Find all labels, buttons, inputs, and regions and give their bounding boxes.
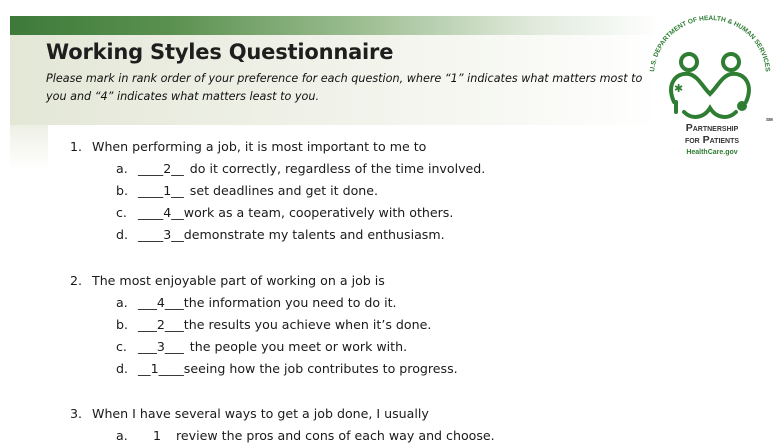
rank-blank: __1____ (138, 361, 184, 376)
partnership-for-patients-logo (646, 14, 774, 164)
header-banner-gradient (10, 16, 660, 35)
logo-arc-text: U.S. DEPARTMENT OF HEALTH & HUMAN SERVICES (649, 14, 771, 73)
question-1-option-c: c. ____4__work as a team, cooperatively with others. (116, 205, 454, 220)
question-2-option-a: a. ___4___the information you need to do it. (116, 295, 397, 310)
rank-blank: ____3__ (138, 227, 184, 242)
medical-star-icon: ✱ (674, 82, 684, 95)
question-1-option-a: a. ____2__ do it correctly, regardless of the time involved. (116, 161, 486, 176)
rank-blank: ___4___ (138, 295, 184, 310)
logo-trademark: SM (766, 117, 773, 122)
rank-blank: ____2__ (138, 161, 184, 176)
rank-blank: ___3___ (138, 339, 184, 354)
logo-url: HealthCare.gov (686, 149, 738, 156)
logo-line-1: Partnership (685, 122, 739, 134)
question-3-option-a: a. 1 review the pros and cons of each way and choose. (116, 428, 495, 443)
rank-blank: ____1__ (138, 183, 184, 198)
question-1-option-d: d. ____3__demonstrate my talents and enthusiasm. (116, 227, 445, 242)
question-2-option-d: d. __1____seeing how the job contributes to progress. (116, 361, 458, 376)
rank-blank: ___2___ (138, 317, 184, 332)
rank-blank: 1 (152, 428, 161, 443)
question-1-option-b: b. ____1__ set deadlines and get it done. (116, 183, 379, 198)
page-title: Working Styles Questionnaire (46, 40, 394, 64)
question-2-option-b: b. ___2___the results you achieve when it’s done. (116, 317, 432, 332)
left-accent-strip (10, 125, 48, 170)
question-2-option-c: c. ___3___ the people you meet or work with. (116, 339, 408, 354)
question-1: 1. When performing a job, it is most important to me to (70, 139, 427, 154)
instructions-text: Please mark in rank order of your preference for each question, where “1” indicates what matters most to you and “4” indicates what matters least to you. (46, 72, 643, 103)
logo-line-2: for Patients (684, 134, 740, 146)
question-2: 2. The most enjoyable part of working on a job is (70, 273, 385, 288)
question-3: 3. When I have several ways to get a job done, I usually (70, 406, 429, 421)
rank-blank: ____4__ (138, 205, 184, 220)
